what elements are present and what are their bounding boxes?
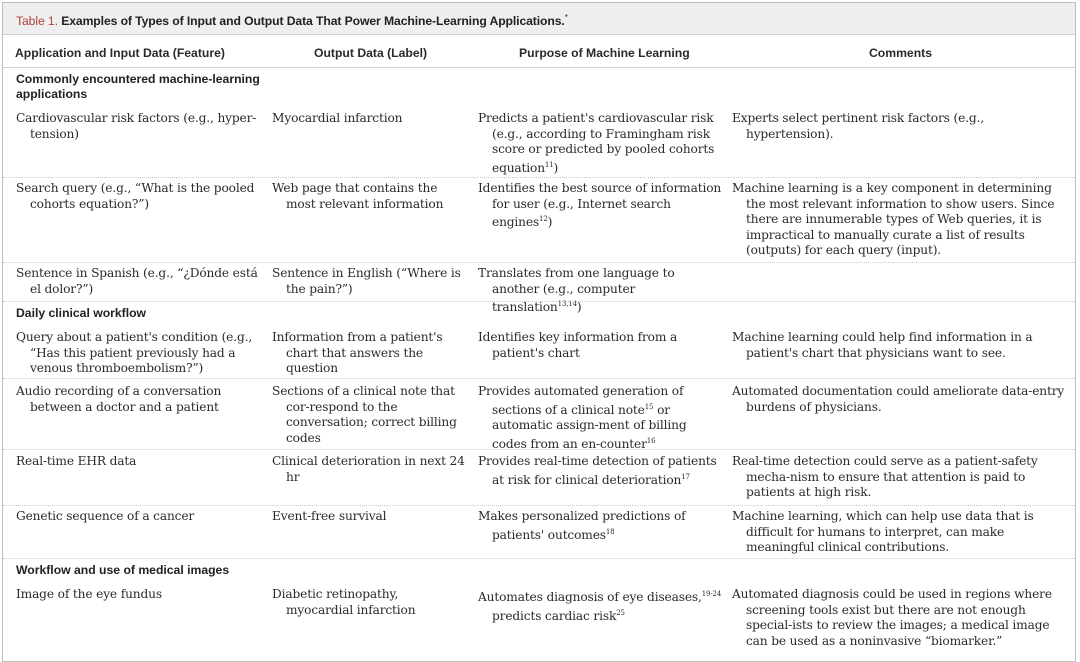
row-divider [3, 505, 1075, 506]
row-divider [3, 378, 1075, 379]
table-cell-comments: Machine learning is a key component in determining the most relevant information to show users. Since there are innumerable types of Web queries, it is impractical to manually curate a list of results (outputs) for each query (input). [732, 181, 1055, 257]
table-cell-input: Audio recording of a conversation between a doctor and a patient [16, 384, 222, 414]
section-heading: Workflow and use of medical images [16, 563, 230, 577]
table-cell-comments: Machine learning could help find information in a patient's chart that physicians want to see. [732, 330, 1033, 360]
table-cell-purpose: Provides automated generation of sections of a clinical note$^{15}$ or automatic assign-ment of billing codes from an en-counter$^{16}$ [478, 384, 687, 451]
row-divider [3, 449, 1075, 450]
table-cell-input: Search query (e.g., “What is the pooled cohorts equation?”) [16, 181, 255, 211]
table-cell-input: Query about a patient's condition (e.g., “Has this patient previously had a venous thromboembolism?”) [16, 330, 253, 375]
row-divider [3, 177, 1075, 178]
table-cell-comments: Automated documentation could ameliorate data-entry burdens of physicians. [732, 384, 1065, 414]
table-cell-purpose: Identifies the best source of information for user (e.g., Internet search engines$^{12}$) [478, 181, 722, 230]
table-cell-output: Clinical deterioration in next 24 hr [272, 454, 465, 484]
table-cell-output: Myocardial infarction [272, 111, 403, 125]
table-cell-purpose: Identifies key information from a patient's chart [478, 330, 678, 360]
row-divider [3, 301, 1075, 302]
table-cell-purpose: Provides real-time detection of patients at risk for clinical deterioration$^{17}$ [478, 454, 717, 487]
table-cell-purpose: Makes personalized predictions of patients' outcomes$^{18}$ [478, 509, 686, 542]
table-cell-output: Web page that contains the most relevant information [272, 181, 444, 211]
table-cell-output: Sections of a clinical note that cor-respond to the conversation; correct billing codes [272, 384, 457, 445]
column-header-purpose: Purpose of Machine Learning [519, 46, 690, 60]
title-footnote-mark: * [564, 13, 568, 22]
column-header-comments: Comments [869, 46, 932, 60]
section-heading: Commonly encountered machine-learning applications [16, 72, 260, 101]
table-cell-comments: Automated diagnosis could be used in regions where screening tools exist but there are not enough special-ists to review the images; a medical image can be used as a noninvasive “biomarker.” [732, 587, 1052, 648]
row-divider [3, 262, 1075, 263]
table-caption [3, 3, 1075, 35]
table-cell-input: Image of the eye fundus [16, 587, 162, 601]
table-cell-input: Genetic sequence of a cancer [16, 509, 195, 523]
table-number: Table 1. [16, 14, 58, 29]
table-cell-purpose: Predicts a patient's cardiovascular risk (e.g., according to Framingham risk score or predicted by pooled cohorts equation$^{11}$) [478, 111, 715, 175]
table-cell-comments: Experts select pertinent risk factors (e.g., hypertension). [732, 111, 984, 141]
table-cell-input: Cardiovascular risk factors (e.g., hyper-tension) [16, 111, 257, 141]
table-cell-output: Sentence in English (“Where is the pain?”) [272, 266, 461, 296]
table-frame [2, 2, 1076, 662]
table-cell-output: Diabetic retinopathy, myocardial infarction [272, 587, 416, 617]
row-divider [3, 558, 1075, 559]
table-cell-input: Sentence in Spanish (e.g., “¿Dónde está el dolor?”) [16, 266, 258, 296]
column-header-input: Application and Input Data (Feature) [15, 46, 225, 60]
table-cell-output: Event-free survival [272, 509, 387, 523]
table-cell-comments: Machine learning, which can help use data that is difficult for humans to interpret, can make meaningful clinical contributions. [732, 509, 1034, 554]
column-header-output: Output Data (Label) [314, 46, 428, 60]
section-heading: Daily clinical workflow [16, 306, 147, 320]
table-cell-comments: Real-time detection could serve as a patient-safety mecha-nism to ensure that attention is paid to patients at high risk. [732, 454, 1038, 499]
table-cell-purpose: Translates from one language to another (e.g., computer translation$^{13,14}$) [478, 266, 675, 315]
table-cell-output: Information from a patient's chart that answers the question [272, 330, 443, 375]
table-cell-input: Real-time EHR data [16, 454, 137, 468]
table-header [3, 36, 1075, 68]
table-cell-purpose: Automates diagnosis of eye diseases,$^{19-24}$ predicts cardiac risk$^{25}$ [478, 590, 722, 623]
table-title: Examples of Types of Input and Output Data That Power Machine-Learning Applications. [61, 14, 565, 29]
